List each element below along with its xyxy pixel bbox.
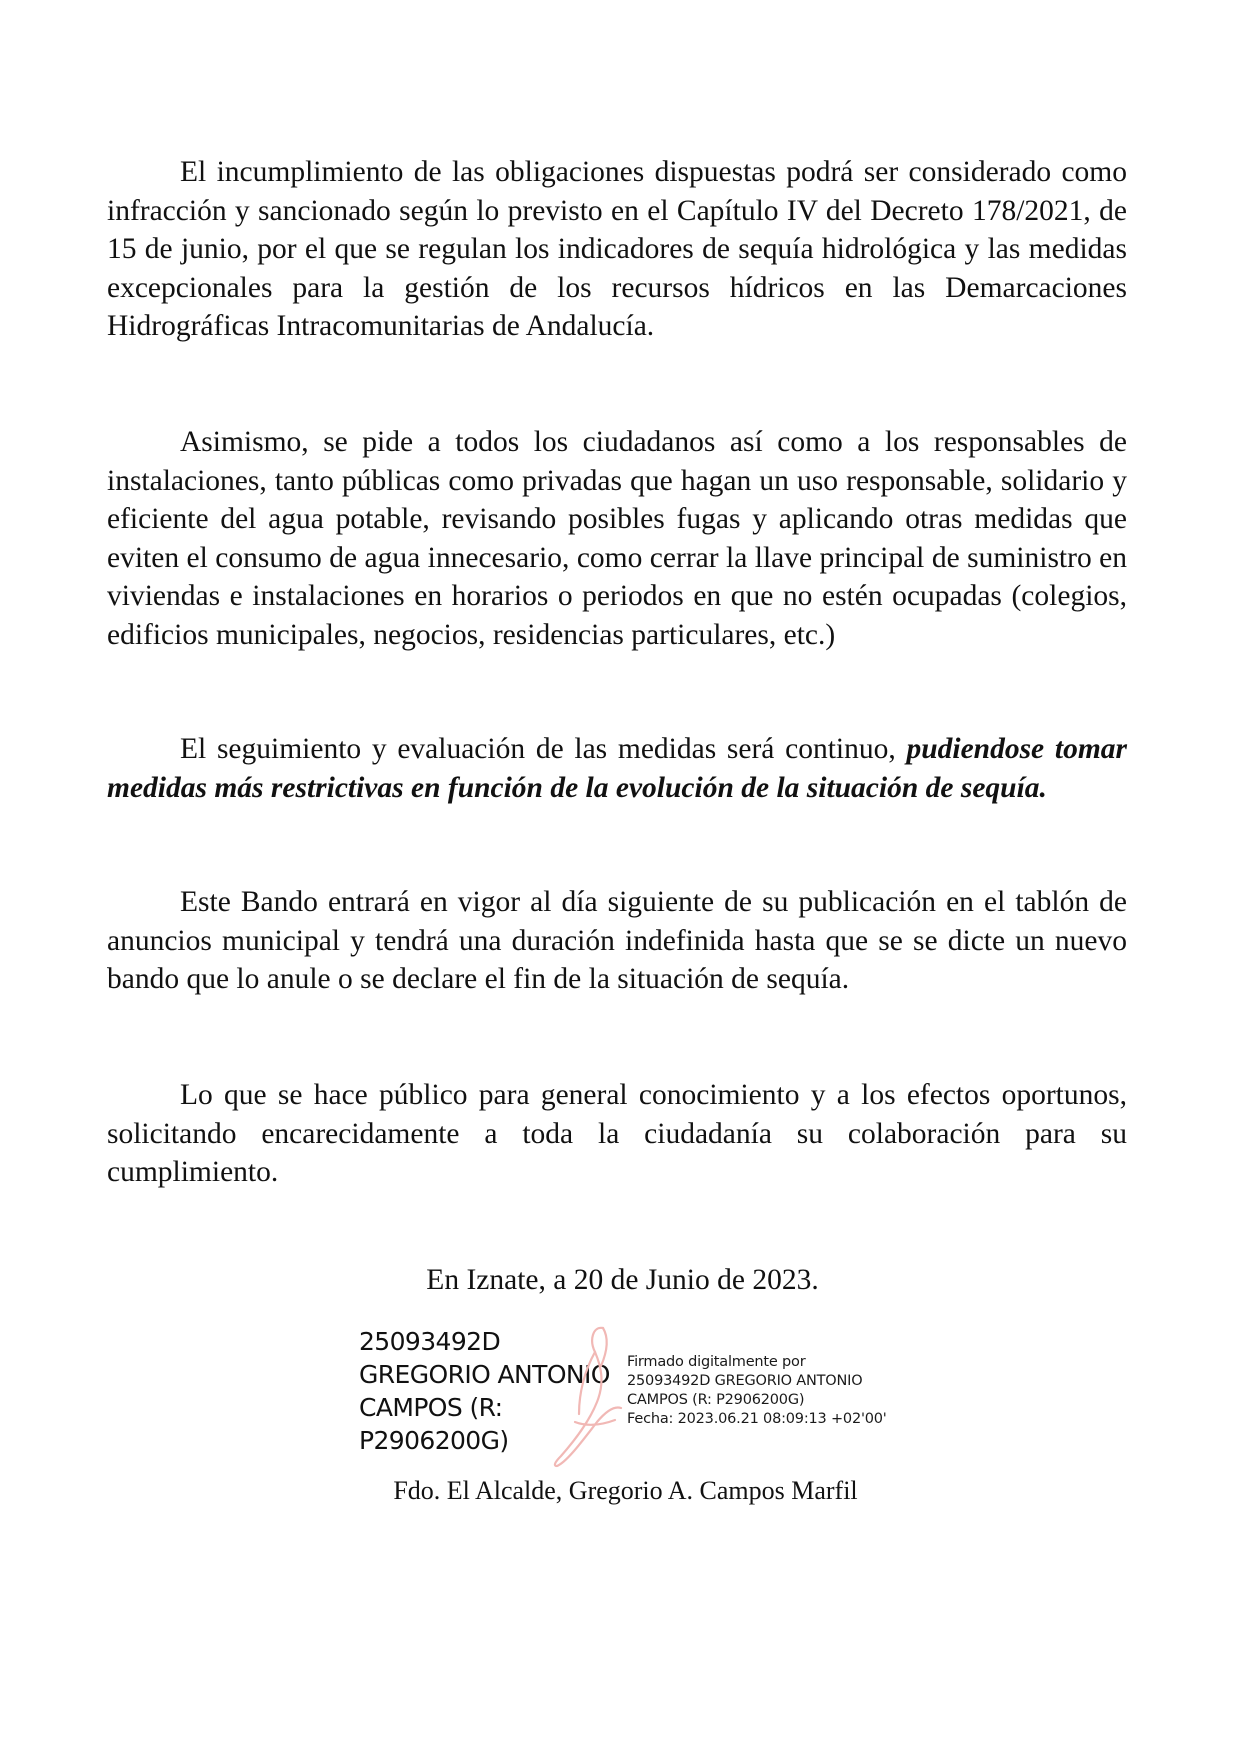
mayor-signature-line xyxy=(0,1476,1241,1506)
paragraph-monitoring xyxy=(107,730,1127,807)
paragraph-public-notice: Lo que se hace público para general conocimiento y a los efectos oportunos, solicitando encarecidamente a toda la ciudadanía su colaboración para su cumplimiento. xyxy=(107,1079,1127,1188)
signer-line: P2906200G) xyxy=(359,1426,509,1455)
signature-ribbon-icon xyxy=(545,1322,625,1472)
signer-line: 25093492D xyxy=(359,1327,501,1356)
signature-detail-line: Fecha: 2023.06.21 08:09:13 +02'00' xyxy=(627,1411,887,1427)
signer-line: CAMPOS (R: xyxy=(359,1393,503,1422)
digital-signature-details xyxy=(627,1353,887,1429)
place-date-text: En Iznate, a 20 de Junio de 2023. xyxy=(426,1264,819,1296)
monitoring-text: El seguimiento y evaluación de las medidas será continuo, xyxy=(180,733,896,765)
signer-line: GREGORIO ANTONIO xyxy=(359,1360,610,1389)
mayor-signature-text: Fdo. El Alcalde, Gregorio A. Campos Marfil xyxy=(393,1476,858,1505)
paragraph-responsible-use: Asimismo, se pide a todos los ciudadanos así como a los responsables de instalaciones, tanto públicas como privadas que hagan un uso responsable, solidario y eficiente del agua potable, revisando posibles fugas y aplicando otras medidas que eviten el consumo de agua innecesario, como cerrar la llave principal de suministro en viviendas e instalaciones en horarios o periodos en que no estén ocupadas (colegios, edificios municipales, negocios, residencias particulares, etc.) xyxy=(107,426,1127,651)
signature-detail-line: Firmado digitalmente por xyxy=(627,1354,806,1370)
signature-detail-line: CAMPOS (R: P2906200G) xyxy=(627,1392,805,1408)
signature-detail-line: 25093492D GREGORIO ANTONIO xyxy=(627,1373,863,1389)
monitoring-emphasis: pudiendose tomar medidas más restrictivas en función de la evolución de la situación de sequía. xyxy=(107,733,1127,804)
paragraph-infraction: El incumplimiento de las obligaciones dispuestas podrá ser considerado como infracción y sancionado según lo previsto en el Capítulo IV del Decreto 178/2021, de 15 de junio, por el que se regulan los indicadores de sequía hidrológica y las medidas excepcionales para la gestión de los recursos hídricos en las Demarcaciones Hidrográficas Intracomunitarias de Andalucía. xyxy=(107,156,1127,342)
paragraph-entry-into-force: Este Bando entrará en vigor al día siguiente de su publicación en el tablón de anuncios municipal y tendrá una duración indefinida hasta que se se dicte un nuevo bando que lo anule o se declare el fin de la situación de sequía. xyxy=(107,886,1127,995)
place-date xyxy=(0,1264,1241,1297)
